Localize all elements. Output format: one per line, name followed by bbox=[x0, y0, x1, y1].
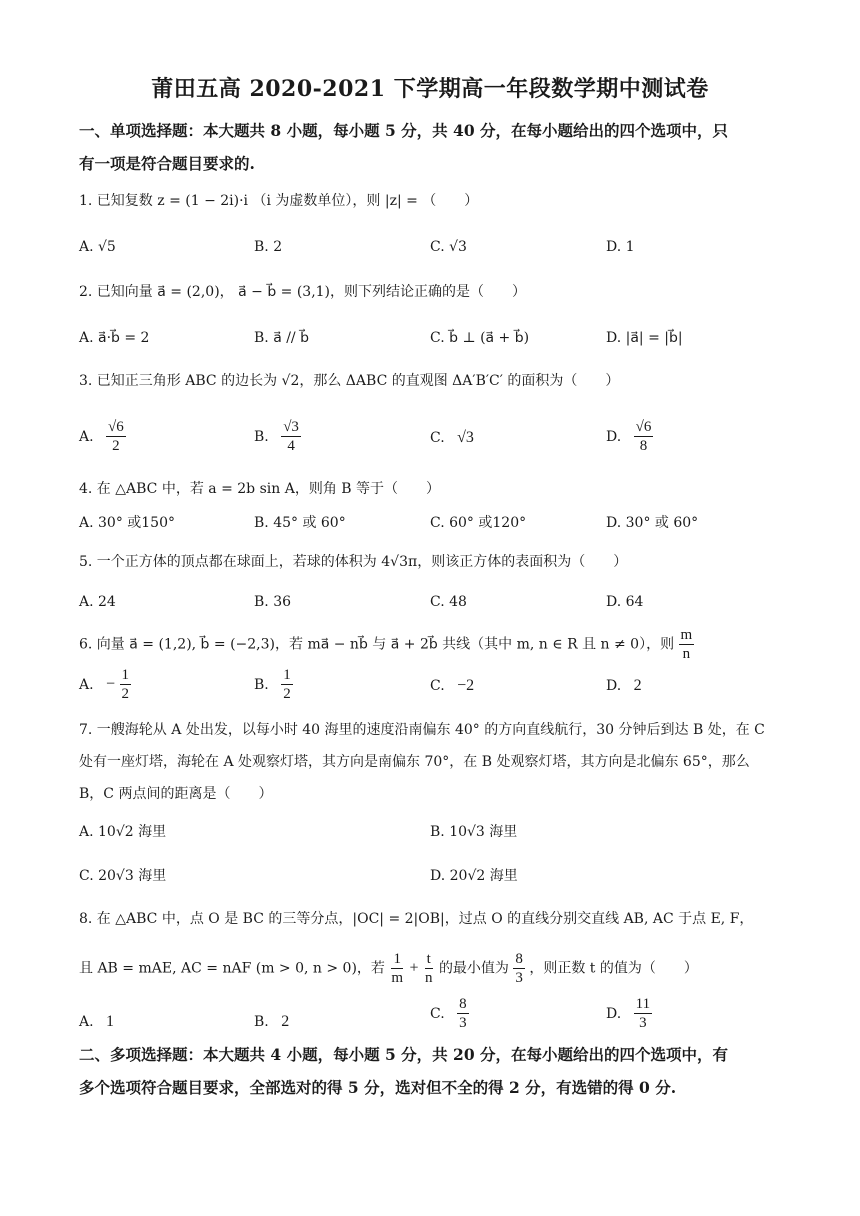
q6-option-b bbox=[254, 666, 293, 703]
question-2-stem: 2. 已知向量 a⃗ = (2,0)， a⃗ − b⃗ = (3,1)，则下列结论正确的是（ ） bbox=[79, 284, 527, 300]
fraction bbox=[106, 418, 126, 455]
q7-option-c: C. 20√3 海里 bbox=[79, 868, 167, 884]
question-4-stem: 4. 在 △ABC 中，若 a = 2b sin A，则角 B 等于（ ） bbox=[79, 481, 441, 497]
fraction bbox=[389, 950, 405, 987]
q8-option-d bbox=[606, 995, 652, 1032]
fraction bbox=[281, 418, 301, 455]
section-1-line-2: 有一项是符合题目要求的. bbox=[79, 154, 255, 173]
q7-option-b: B. 10√3 海里 bbox=[430, 824, 518, 840]
section-2-line-2: 多个选项符合题目要求，全部选对的得 5 分，选对但不全的得 2 分，有选错的得 0 分. bbox=[79, 1078, 677, 1097]
fraction-numerator: 1 bbox=[121, 667, 129, 683]
question-8-stem-line-2 bbox=[79, 950, 789, 987]
fraction-denominator: 2 bbox=[112, 438, 120, 454]
question-6-stem bbox=[79, 626, 799, 663]
fraction-numerator: 8 bbox=[515, 951, 523, 967]
q8-option-a bbox=[79, 1012, 114, 1032]
q5-option-c: C. 48 bbox=[430, 594, 467, 610]
fraction-denominator: 3 bbox=[515, 970, 523, 986]
option-label: C. bbox=[430, 430, 445, 446]
fraction-numerator: m bbox=[680, 627, 693, 643]
fraction-denominator: m bbox=[391, 970, 404, 986]
q1-option-d: D. 1 bbox=[606, 239, 635, 255]
option-label: A. bbox=[79, 676, 94, 693]
option-label: B. bbox=[254, 428, 269, 445]
fraction-numerator: √6 bbox=[108, 419, 124, 435]
fraction-denominator: 3 bbox=[639, 1015, 647, 1031]
question-8-stem-line-1: 8. 在 △ABC 中，点 O 是 BC 的三等分点，|OC| = 2|OB|，过点 O 的直线分别交直线 AB, AC 于点 E, F， bbox=[79, 911, 754, 927]
q8-stem-text-a: 且 AB = mAE, AC = nAF (m > 0, n > 0)，若 bbox=[79, 960, 385, 977]
q6-option-d bbox=[606, 676, 642, 696]
option-label: C. bbox=[430, 678, 445, 694]
fraction-denominator: 4 bbox=[287, 438, 295, 454]
question-3-stem: 3. 已知正三角形 ABC 的边长为 √2，那么 ΔABC 的直观图 ΔA′B′C′ 的面积为（ ） bbox=[79, 373, 620, 389]
fraction bbox=[281, 666, 293, 703]
q7-option-d: D. 20√2 海里 bbox=[430, 868, 518, 884]
q3-option-b bbox=[254, 418, 301, 455]
q4-option-d: D. 30° 或 60° bbox=[606, 515, 699, 531]
fraction bbox=[679, 626, 695, 663]
fraction bbox=[513, 950, 525, 987]
fraction bbox=[423, 950, 435, 987]
q2-option-b: B. a⃗ // b⃗ bbox=[254, 330, 309, 346]
fraction-numerator: 8 bbox=[459, 996, 467, 1012]
option-label: A. bbox=[79, 428, 94, 445]
fraction bbox=[634, 418, 654, 455]
fraction-numerator: 11 bbox=[635, 996, 651, 1012]
q8-option-b bbox=[254, 1012, 289, 1032]
section-2-line-1: 二、多项选择题：本大题共 4 小题，每小题 5 分，共 20 分，在每小题给出的四个选项中，有 bbox=[79, 1045, 729, 1064]
q2-option-d: D. |a⃗| = |b⃗| bbox=[606, 330, 683, 346]
q1-option-c: C. √3 bbox=[430, 239, 467, 255]
q4-option-c: C. 60° 或120° bbox=[430, 515, 527, 531]
section-1-heading bbox=[79, 114, 789, 180]
q8-stem-text-b: 的最小值为 bbox=[438, 960, 509, 977]
fraction-numerator: 1 bbox=[393, 951, 401, 967]
section-2-heading bbox=[79, 1038, 789, 1104]
fraction-numerator: √6 bbox=[635, 419, 652, 435]
q4-option-b: B. 45° 或 60° bbox=[254, 515, 346, 531]
q7-stem-line-2: 处有一座灯塔，海轮在 A 处观察灯塔，其方向是南偏东 70°，在 B 处观察灯塔，其方向是北偏东 65°，那么 bbox=[79, 754, 750, 770]
q5-option-a: A. 24 bbox=[79, 594, 116, 610]
q2-option-c: C. b⃗ ⊥ (a⃗ + b⃗) bbox=[430, 330, 530, 346]
q1-option-b: B. 2 bbox=[254, 239, 283, 255]
option-label: B. bbox=[254, 1014, 269, 1030]
fraction-numerator: √3 bbox=[283, 419, 299, 435]
fraction-denominator: n bbox=[424, 970, 433, 986]
fraction-numerator: 1 bbox=[283, 667, 291, 683]
q6-stem-text: 6. 向量 a⃗ = (1,2), b⃗ = (−2,3)，若 ma⃗ − nb⃗ 与 a⃗ + 2b⃗ 共线（其中 m, n ∈ R 且 n ≠ 0），则 bbox=[79, 636, 675, 653]
question-7-stem bbox=[79, 714, 789, 810]
question-5-stem: 5. 一个正方体的顶点都在球面上，若球的体积为 4√3π，则该正方体的表面积为（ ） bbox=[79, 554, 628, 570]
option-label: D. bbox=[606, 428, 622, 445]
q4-option-a: A. 30° 或150° bbox=[79, 515, 175, 531]
q3-option-a bbox=[79, 418, 126, 455]
exam-title: 莆田五高 2020-2021 下学期高一年段数学期中测试卷 bbox=[151, 76, 709, 102]
q8-option-c bbox=[430, 995, 469, 1032]
option-value: 1 bbox=[106, 1013, 115, 1030]
question-1-stem: 1. 已知复数 z = (1 − 2i)·i （i 为虚数单位），则 |z| = （ ） bbox=[79, 193, 479, 209]
option-value: −2 bbox=[457, 677, 475, 694]
q5-option-d: D. 64 bbox=[606, 594, 644, 610]
section-1-line-1: 一、单项选择题：本大题共 8 小题，每小题 5 分，共 40 分，在每小题给出的四个选项中，只 bbox=[79, 121, 729, 140]
option-label: A. bbox=[79, 1014, 94, 1030]
q7-stem-line-1: 7. 一艘海轮从 A 处出发，以每小时 40 海里的速度沿南偏东 40° 的方向直线航行，30 分钟后到达 B 处，在 C bbox=[79, 722, 765, 738]
option-value: 2 bbox=[281, 1013, 290, 1030]
fraction bbox=[634, 995, 652, 1032]
fraction-denominator: n bbox=[682, 646, 691, 662]
q2-option-a: A. a⃗·b⃗ = 2 bbox=[79, 330, 150, 346]
fraction-denominator: 2 bbox=[121, 686, 129, 702]
fraction-denominator: 8 bbox=[639, 438, 648, 454]
option-label: D. bbox=[606, 1005, 622, 1022]
q6-option-c bbox=[430, 676, 474, 696]
q5-option-b: B. 36 bbox=[254, 594, 292, 610]
q6-option-a bbox=[79, 666, 131, 703]
q3-option-d bbox=[606, 418, 653, 455]
minus-sign: − bbox=[106, 675, 116, 693]
plus-sign: + bbox=[409, 959, 419, 977]
q3-option-c bbox=[430, 428, 474, 448]
fraction-denominator: 3 bbox=[459, 1015, 467, 1031]
q8-stem-text-c: ，则正数 t 的值为（ ） bbox=[529, 960, 698, 977]
option-label: C. bbox=[430, 1005, 445, 1022]
q1-option-a: A. √5 bbox=[79, 239, 116, 255]
option-label: D. bbox=[606, 678, 622, 694]
option-value: 2 bbox=[633, 677, 642, 694]
fraction bbox=[120, 666, 132, 703]
fraction-denominator: 2 bbox=[283, 686, 291, 702]
q7-stem-line-3: B，C 两点间的距离是（ ） bbox=[79, 786, 273, 802]
q7-option-a: A. 10√2 海里 bbox=[79, 824, 167, 840]
fraction bbox=[457, 995, 469, 1032]
fraction-numerator: t bbox=[426, 951, 431, 967]
option-label: B. bbox=[254, 676, 269, 693]
option-value: √3 bbox=[457, 429, 474, 446]
